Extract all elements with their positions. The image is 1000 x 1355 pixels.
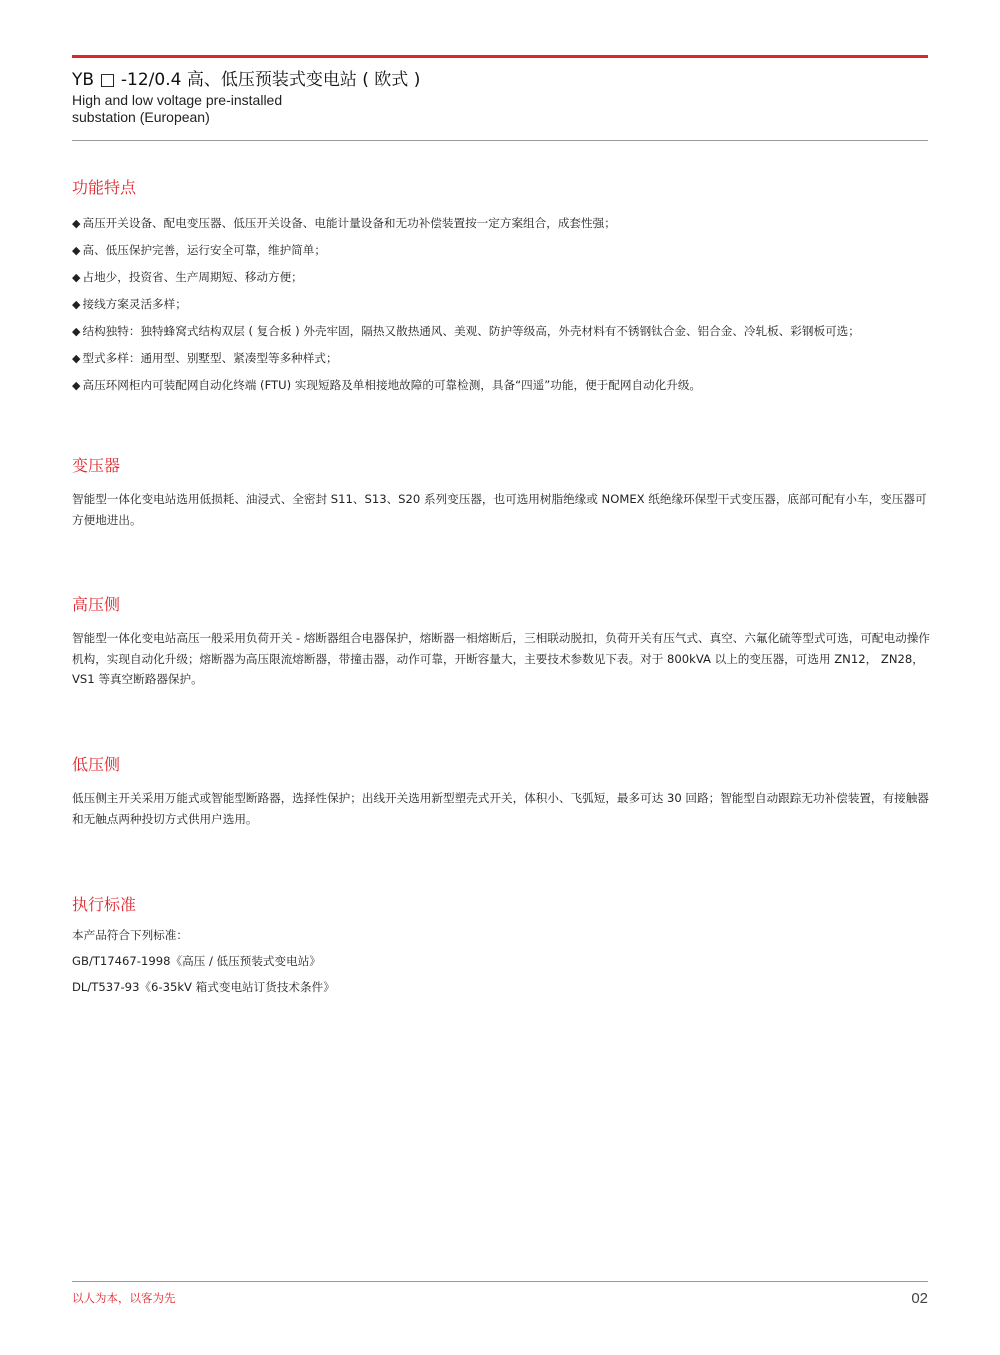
diamond-bullet-icon: ◆: [72, 352, 81, 365]
standards-list: [72, 922, 930, 1000]
footer-slogan: 以人为本，以客为先: [72, 1291, 176, 1305]
standards-intro: 本产品符合下列标准：: [72, 928, 188, 942]
product-title-cn: YB □ -12/0.4 高、低压预装式变电站 ( 欧式 ): [72, 70, 421, 90]
feature-text: 高、低压保护完善，运行安全可靠，维护简单；: [82, 243, 326, 257]
page-number: 02: [911, 1290, 928, 1307]
feature-text: 高压开关设备、配电变压器、低压开关设备、电能计量设备和无功补偿装置按一定方案组合，成套性强；: [82, 216, 616, 230]
feature-text: 占地少，投资省、生产周期短、移动方便；: [82, 270, 303, 284]
transformer-paragraph: 智能型一体化变电站选用低损耗、油浸式、全密封 S11、S13、S20 系列变压器，也可选用树脂绝缘或 NOMEX 纸绝缘环保型干式变压器，底部可配有小车，变压器可方便地进出。: [72, 492, 927, 527]
section-heading-transformer: 变压器: [72, 456, 121, 475]
section-features: [72, 177, 930, 399]
section-heading-standards: 执行标准: [72, 895, 137, 914]
product-title-en-line1: High and low voltage pre-installed: [72, 92, 283, 108]
section-heading-features: 功能特点: [72, 178, 137, 197]
diamond-bullet-icon: ◆: [72, 244, 81, 257]
standard-item: GB/T17467-1998《高压 / 低压预装式变电站》: [72, 954, 321, 968]
section-heading-high-voltage: 高压侧: [72, 595, 121, 614]
standard-item: DL/T537-93《6-35kV 箱式变电站订货技术条件》: [72, 980, 335, 994]
section-high-voltage: [72, 594, 930, 690]
section-standards: [72, 894, 930, 1000]
diamond-bullet-icon: ◆: [72, 217, 81, 230]
feature-text: 接线方案灵活多样；: [82, 297, 187, 311]
feature-text: 结构独特：独特蜂窝式结构双层 ( 复合板 ) 外壳牢固，隔热又散热通风、美观、防护等级高，外壳材料有不锈钢钛合金、铝合金、冷轧板、彩钢板可选；: [82, 324, 860, 338]
feature-text: 高压环网柜内可装配网自动化终端 (FTU) 实现短路及单相接地故障的可靠检测，具备“四遥”功能，便于配网自动化升级。: [82, 378, 702, 392]
section-transformer: [72, 455, 930, 530]
diamond-bullet-icon: ◆: [72, 379, 81, 392]
feature-item: [72, 345, 930, 372]
footer-divider: [72, 1281, 928, 1282]
feature-item: [72, 318, 930, 345]
feature-item: [72, 291, 930, 318]
section-low-voltage: [72, 754, 930, 829]
product-title-en-line2: substation (European): [72, 109, 210, 125]
feature-text: 型式多样：通用型、别墅型、紧凑型等多种样式；: [82, 351, 338, 365]
feature-item: [72, 264, 930, 291]
section-heading-low-voltage: 低压侧: [72, 755, 121, 774]
diamond-bullet-icon: ◆: [72, 271, 81, 284]
header-divider: [72, 140, 928, 141]
feature-item: [72, 237, 930, 264]
high-voltage-paragraph: 智能型一体化变电站高压一般采用负荷开关 - 熔断器组合电器保护，熔断器一相熔断后，三相联动脱扣，负荷开关有压气式、真空、六氟化硫等型式可选，可配电动操作机构，实现自动化升级；熔断器为高压限流熔断器，带撞击器，动作可靠，开断容量大，主要技术参数见下表。对于 800kVA 以上的变压器，可选用 ZN12， ZN28，VS1 等真空断路器保护。: [72, 631, 930, 686]
document-header: [72, 68, 928, 126]
feature-item: [72, 372, 930, 399]
low-voltage-paragraph: 低压侧主开关采用万能式或智能型断路器，选择性保护；出线开关选用新型塑壳式开关，体积小、飞弧短，最多可达 30 回路；智能型自动跟踪无功补偿装置，有接触器和无触点两种投切方式供用户选用。: [72, 791, 929, 826]
diamond-bullet-icon: ◆: [72, 325, 81, 338]
diamond-bullet-icon: ◆: [72, 298, 81, 311]
feature-item: [72, 210, 930, 237]
top-accent-rule: [72, 55, 928, 58]
feature-list: [72, 210, 930, 399]
